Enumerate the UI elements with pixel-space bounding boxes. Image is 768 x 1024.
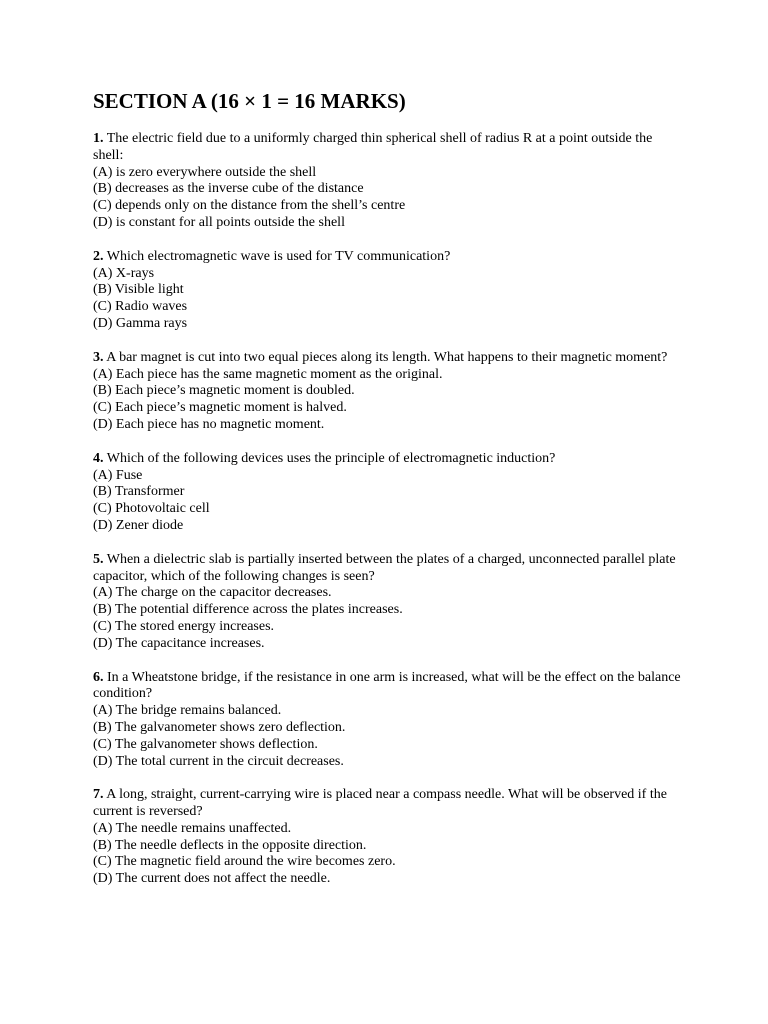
question-number: 6.	[93, 669, 104, 685]
question-stem: Which of the following devices uses the principle of electromagnetic induction?	[106, 450, 556, 466]
question-text	[93, 787, 683, 821]
option-c: (C) The galvanometer shows deflection.	[93, 736, 318, 752]
option-d: (D) Zener diode	[93, 517, 184, 533]
option-c: (C) Each piece’s magnetic moment is halved.	[93, 400, 347, 416]
option-d: (D) Each piece has no magnetic moment.	[93, 416, 325, 432]
option-a: (A) X-rays	[93, 265, 155, 281]
question-number: 7.	[93, 787, 104, 803]
option-b: (B) Transformer	[93, 484, 185, 500]
question-1	[93, 131, 683, 232]
option-b: (B) Visible light	[93, 282, 184, 298]
option-d: (D) is constant for all points outside the shell	[93, 214, 345, 230]
question-4	[93, 451, 683, 535]
option-c: (C) Radio waves	[93, 299, 188, 315]
option-b: (B) The needle deflects in the opposite direction.	[93, 837, 367, 853]
option-c: (C) depends only on the distance from the shell’s centre	[93, 198, 406, 214]
option-d: (D) The current does not affect the needle.	[93, 871, 331, 887]
option-d: (D) The total current in the circuit decreases.	[93, 753, 344, 769]
question-stem: Which electromagnetic wave is used for TV communication?	[106, 248, 451, 264]
option-c: (C) Photovoltaic cell	[93, 501, 210, 517]
question-text	[93, 249, 683, 266]
question-text	[93, 451, 683, 468]
question-text	[93, 552, 683, 586]
option-a: (A) is zero everywhere outside the shell	[93, 164, 317, 180]
option-b: (B) The potential difference across the plates increases.	[93, 602, 403, 618]
question-number: 1.	[93, 131, 104, 146]
option-a: (A) The needle remains unaffected.	[93, 820, 292, 836]
question-number: 5.	[93, 551, 104, 567]
exam-page	[93, 88, 683, 905]
question-3	[93, 350, 683, 434]
question-text	[93, 670, 683, 704]
question-text	[93, 131, 683, 165]
question-number: 4.	[93, 450, 104, 466]
question-stem: In a Wheatstone bridge, if the resistance in one arm is increased, what will be the effect on the balance condition?	[93, 669, 681, 702]
option-b: (B) decreases as the inverse cube of the distance	[93, 181, 364, 197]
question-7	[93, 787, 683, 888]
option-b: (B) Each piece’s magnetic moment is doubled.	[93, 383, 355, 399]
question-number: 2.	[93, 248, 104, 264]
question-2	[93, 249, 683, 333]
question-stem: The electric field due to a uniformly charged thin spherical shell of radius R at a point outside the shell:	[93, 131, 653, 163]
option-a: (A) Each piece has the same magnetic moment as the original.	[93, 366, 443, 382]
option-a: (A) The bridge remains balanced.	[93, 703, 282, 719]
option-b: (B) The galvanometer shows zero deflection.	[93, 719, 346, 735]
question-stem: When a dielectric slab is partially inserted between the plates of a charged, unconnected parallel plate capacitor, which of the following changes is seen?	[93, 551, 676, 584]
question-number: 3.	[93, 349, 104, 365]
question-stem: A long, straight, current-carrying wire is placed near a compass needle. What will be observed if the current is reversed?	[93, 787, 667, 820]
option-d: (D) Gamma rays	[93, 315, 188, 331]
option-c: (C) The stored energy increases.	[93, 618, 275, 634]
question-6	[93, 670, 683, 771]
option-a: (A) The charge on the capacitor decreases.	[93, 585, 332, 601]
question-text	[93, 350, 683, 367]
question-stem: A bar magnet is cut into two equal pieces along its length. What happens to their magnetic moment?	[106, 349, 668, 365]
section-title: SECTION A (16 × 1 = 16 MARKS)	[93, 89, 406, 113]
option-c: (C) The magnetic field around the wire becomes zero.	[93, 854, 396, 870]
option-a: (A) Fuse	[93, 467, 143, 483]
option-d: (D) The capacitance increases.	[93, 635, 265, 651]
question-5	[93, 552, 683, 653]
